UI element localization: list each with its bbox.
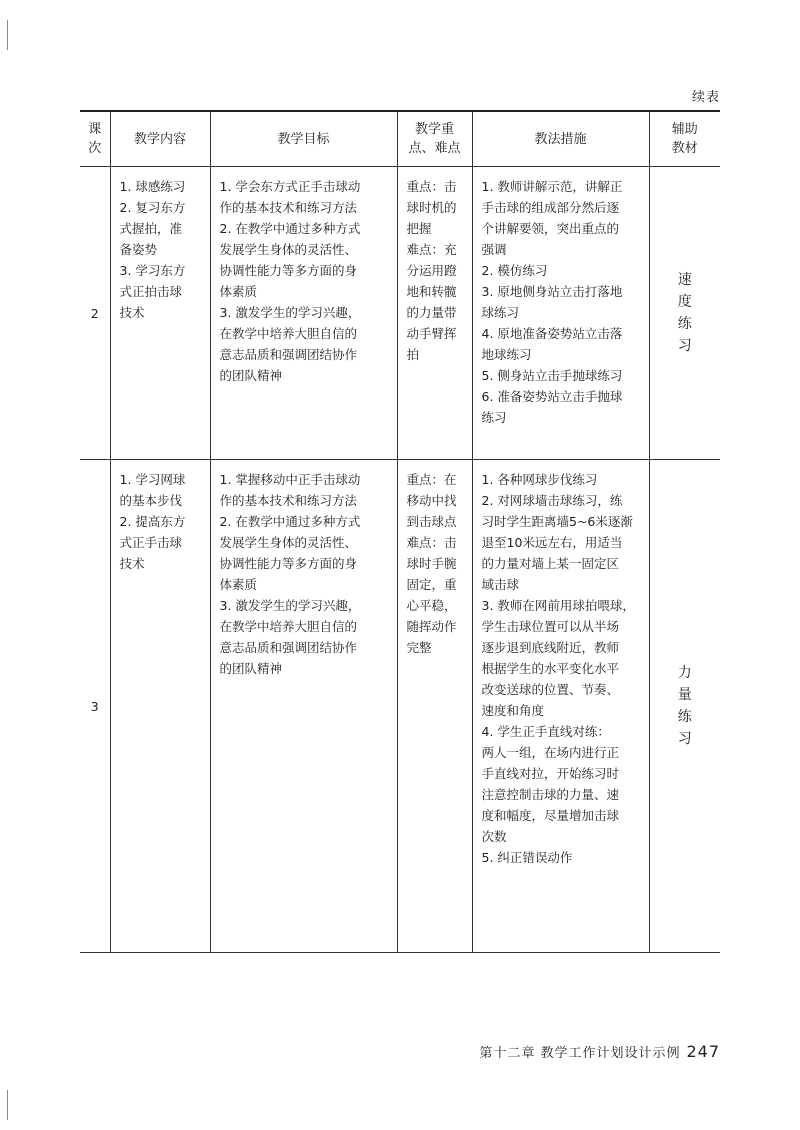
cell-line: 拍 xyxy=(406,347,420,362)
cell-line: 1. 学习网球 xyxy=(119,472,186,487)
cell-line: 动手臂挥 xyxy=(406,326,457,341)
cell-line: 随挥动作 xyxy=(406,619,457,634)
cell-line: 1. 各种网球步伐练习 xyxy=(481,472,598,487)
key-points-cell xyxy=(397,460,472,953)
cell-line: 的团队精神 xyxy=(219,368,283,383)
table-row xyxy=(80,460,720,953)
cell-line: 技术 xyxy=(119,556,145,571)
cell-line: 根据学生的水平变化水平 xyxy=(481,661,620,676)
cell-line: 发展学生身体的灵活性、 xyxy=(219,242,358,257)
cell-line: 次数 xyxy=(481,829,507,844)
session-number: 3 xyxy=(80,460,110,953)
cell-line: 球时机的 xyxy=(406,200,457,215)
cell-line: 分运用蹬 xyxy=(406,263,457,278)
cell-line: 量 xyxy=(677,687,692,703)
cell-line: 速度和角度 xyxy=(481,703,545,718)
cell-line: 手击球的组成部分然后逐 xyxy=(481,200,620,215)
cell-line: 习时学生距离墙5~6米逐渐 xyxy=(481,514,633,529)
cell-line: 速 xyxy=(677,272,692,288)
cell-line: 协调性能力等多方面的身 xyxy=(219,263,358,278)
cell-line: 手直线对拉，开始练习时 xyxy=(481,766,620,781)
cell-line: 移动中找 xyxy=(406,493,457,508)
cell-line: 退至10米远左右，用适当 xyxy=(481,535,623,550)
cell-line: 难点：击 xyxy=(406,535,457,550)
scan-edge-mark xyxy=(7,1090,8,1120)
content-cell xyxy=(110,167,210,460)
cell-line: 体素质 xyxy=(219,284,258,299)
cell-line: 5. 侧身站立击手抛球练习 xyxy=(481,368,623,383)
header-session: 课次 xyxy=(80,111,110,167)
aux-cell xyxy=(649,167,720,460)
cell-line: 度和幅度，尽量增加击球 xyxy=(481,808,620,823)
cell-line: 强调 xyxy=(481,242,507,257)
table-row xyxy=(80,167,720,460)
header-key-points: 教学重点、难点 xyxy=(397,111,472,167)
cell-line: 地球练习 xyxy=(481,347,532,362)
cell-line: 式正拍击球 xyxy=(119,284,183,299)
header-content: 教学内容 xyxy=(110,111,210,167)
cell-line: 式正手击球 xyxy=(119,535,183,550)
cell-line: 逐步退到底线附近，教师 xyxy=(481,640,620,655)
header-methods: 教法措施 xyxy=(472,111,649,167)
cell-line: 4. 原地准备姿势站立击落 xyxy=(481,326,623,341)
goals-cell xyxy=(210,460,397,953)
cell-line: 习 xyxy=(677,731,692,747)
cell-line: 域击球 xyxy=(481,577,520,592)
cell-line: 2. 复习东方 xyxy=(119,200,186,215)
cell-line: 3. 教师在网前用球拍喂球， xyxy=(481,598,635,613)
cell-line: 的力量带 xyxy=(406,305,457,320)
header-goals: 教学目标 xyxy=(210,111,397,167)
cell-line: 技术 xyxy=(119,305,145,320)
cell-line: 2. 在教学中通过多种方式 xyxy=(219,221,361,236)
key-points-cell xyxy=(397,167,472,460)
lesson-plan-table xyxy=(80,110,720,953)
cell-line: 3. 学习东方 xyxy=(119,263,186,278)
cell-line: 1. 掌握移动中正手击球动 xyxy=(219,472,361,487)
cell-line: 的基本步伐 xyxy=(119,493,183,508)
cell-line: 1. 学会东方式正手击球动 xyxy=(219,179,361,194)
cell-line: 到击球点 xyxy=(406,514,457,529)
cell-line: 2. 提高东方 xyxy=(119,514,186,529)
cell-line: 学生击球位置可以从半场 xyxy=(481,619,620,634)
cell-line: 练 xyxy=(677,709,692,725)
cell-line: 2. 对网球墙击球练习，练 xyxy=(481,493,623,508)
cell-line: 完整 xyxy=(406,640,432,655)
cell-line: 体素质 xyxy=(219,577,258,592)
cell-line: 式握拍，准 xyxy=(119,221,183,236)
cell-line: 3. 原地侧身站立击打落地 xyxy=(481,284,623,299)
cell-line: 把握 xyxy=(406,221,432,236)
cell-line: 球练习 xyxy=(481,305,520,320)
cell-line: 力 xyxy=(677,665,692,681)
chapter-title: 第十二章 教学工作计划设计示例 xyxy=(479,1046,681,1061)
cell-line: 的力量对墙上某一固定区 xyxy=(481,556,620,571)
cell-line: 注意控制击球的力量、速 xyxy=(481,787,620,802)
goals-cell xyxy=(210,167,397,460)
cell-line: 意志品质和强调团结协作 xyxy=(219,640,358,655)
cell-line: 地和转髋 xyxy=(406,284,457,299)
content-cell xyxy=(110,460,210,953)
cell-line: 3. 激发学生的学习兴趣， xyxy=(219,305,361,320)
methods-cell xyxy=(472,167,649,460)
cell-line: 在教学中培养大胆自信的 xyxy=(219,326,358,341)
cell-line: 5. 纠正错误动作 xyxy=(481,850,573,865)
cell-line: 练 xyxy=(677,316,692,332)
session-number: 2 xyxy=(80,167,110,460)
cell-line: 的团队精神 xyxy=(219,661,283,676)
cell-line: 作的基本技术和练习方法 xyxy=(219,493,358,508)
cell-line: 习 xyxy=(677,338,692,354)
page-number: 247 xyxy=(686,1042,720,1061)
cell-line: 心平稳， xyxy=(406,598,457,613)
cell-line: 2. 模仿练习 xyxy=(481,263,548,278)
cell-line: 4. 学生正手直线对练： xyxy=(481,724,610,739)
cell-line: 备姿势 xyxy=(119,242,158,257)
cell-line: 意志品质和强调团结协作 xyxy=(219,347,358,362)
table-header-row xyxy=(80,111,720,167)
cell-line: 1. 球感练习 xyxy=(119,179,186,194)
cell-line: 球时手腕 xyxy=(406,556,457,571)
cell-line: 重点：击 xyxy=(406,179,457,194)
cell-line: 个讲解要领，突出重点的 xyxy=(481,221,620,236)
cell-line: 1. 教师讲解示范，讲解正 xyxy=(481,179,623,194)
cell-line: 度 xyxy=(677,294,692,310)
cell-line: 作的基本技术和练习方法 xyxy=(219,200,358,215)
methods-cell xyxy=(472,460,649,953)
cell-line: 2. 在教学中通过多种方式 xyxy=(219,514,361,529)
cell-line: 3. 激发学生的学习兴趣， xyxy=(219,598,361,613)
page-footer xyxy=(479,1042,720,1061)
cell-line: 6. 准备姿势站立击手抛球 xyxy=(481,389,623,404)
cell-line: 发展学生身体的灵活性、 xyxy=(219,535,358,550)
header-aux: 辅助教材 xyxy=(649,111,720,167)
cell-line: 重点：在 xyxy=(406,472,457,487)
continued-label: 续表 xyxy=(691,90,720,105)
scan-edge-mark xyxy=(7,20,8,50)
cell-line: 改变送球的位置、节奏、 xyxy=(481,682,620,697)
cell-line: 固定，重 xyxy=(406,577,457,592)
cell-line: 练习 xyxy=(481,410,507,425)
aux-cell xyxy=(649,460,720,953)
cell-line: 协调性能力等多方面的身 xyxy=(219,556,358,571)
cell-line: 在教学中培养大胆自信的 xyxy=(219,619,358,634)
cell-line: 难点：充 xyxy=(406,242,457,257)
cell-line: 两人一组，在场内进行正 xyxy=(481,745,620,760)
